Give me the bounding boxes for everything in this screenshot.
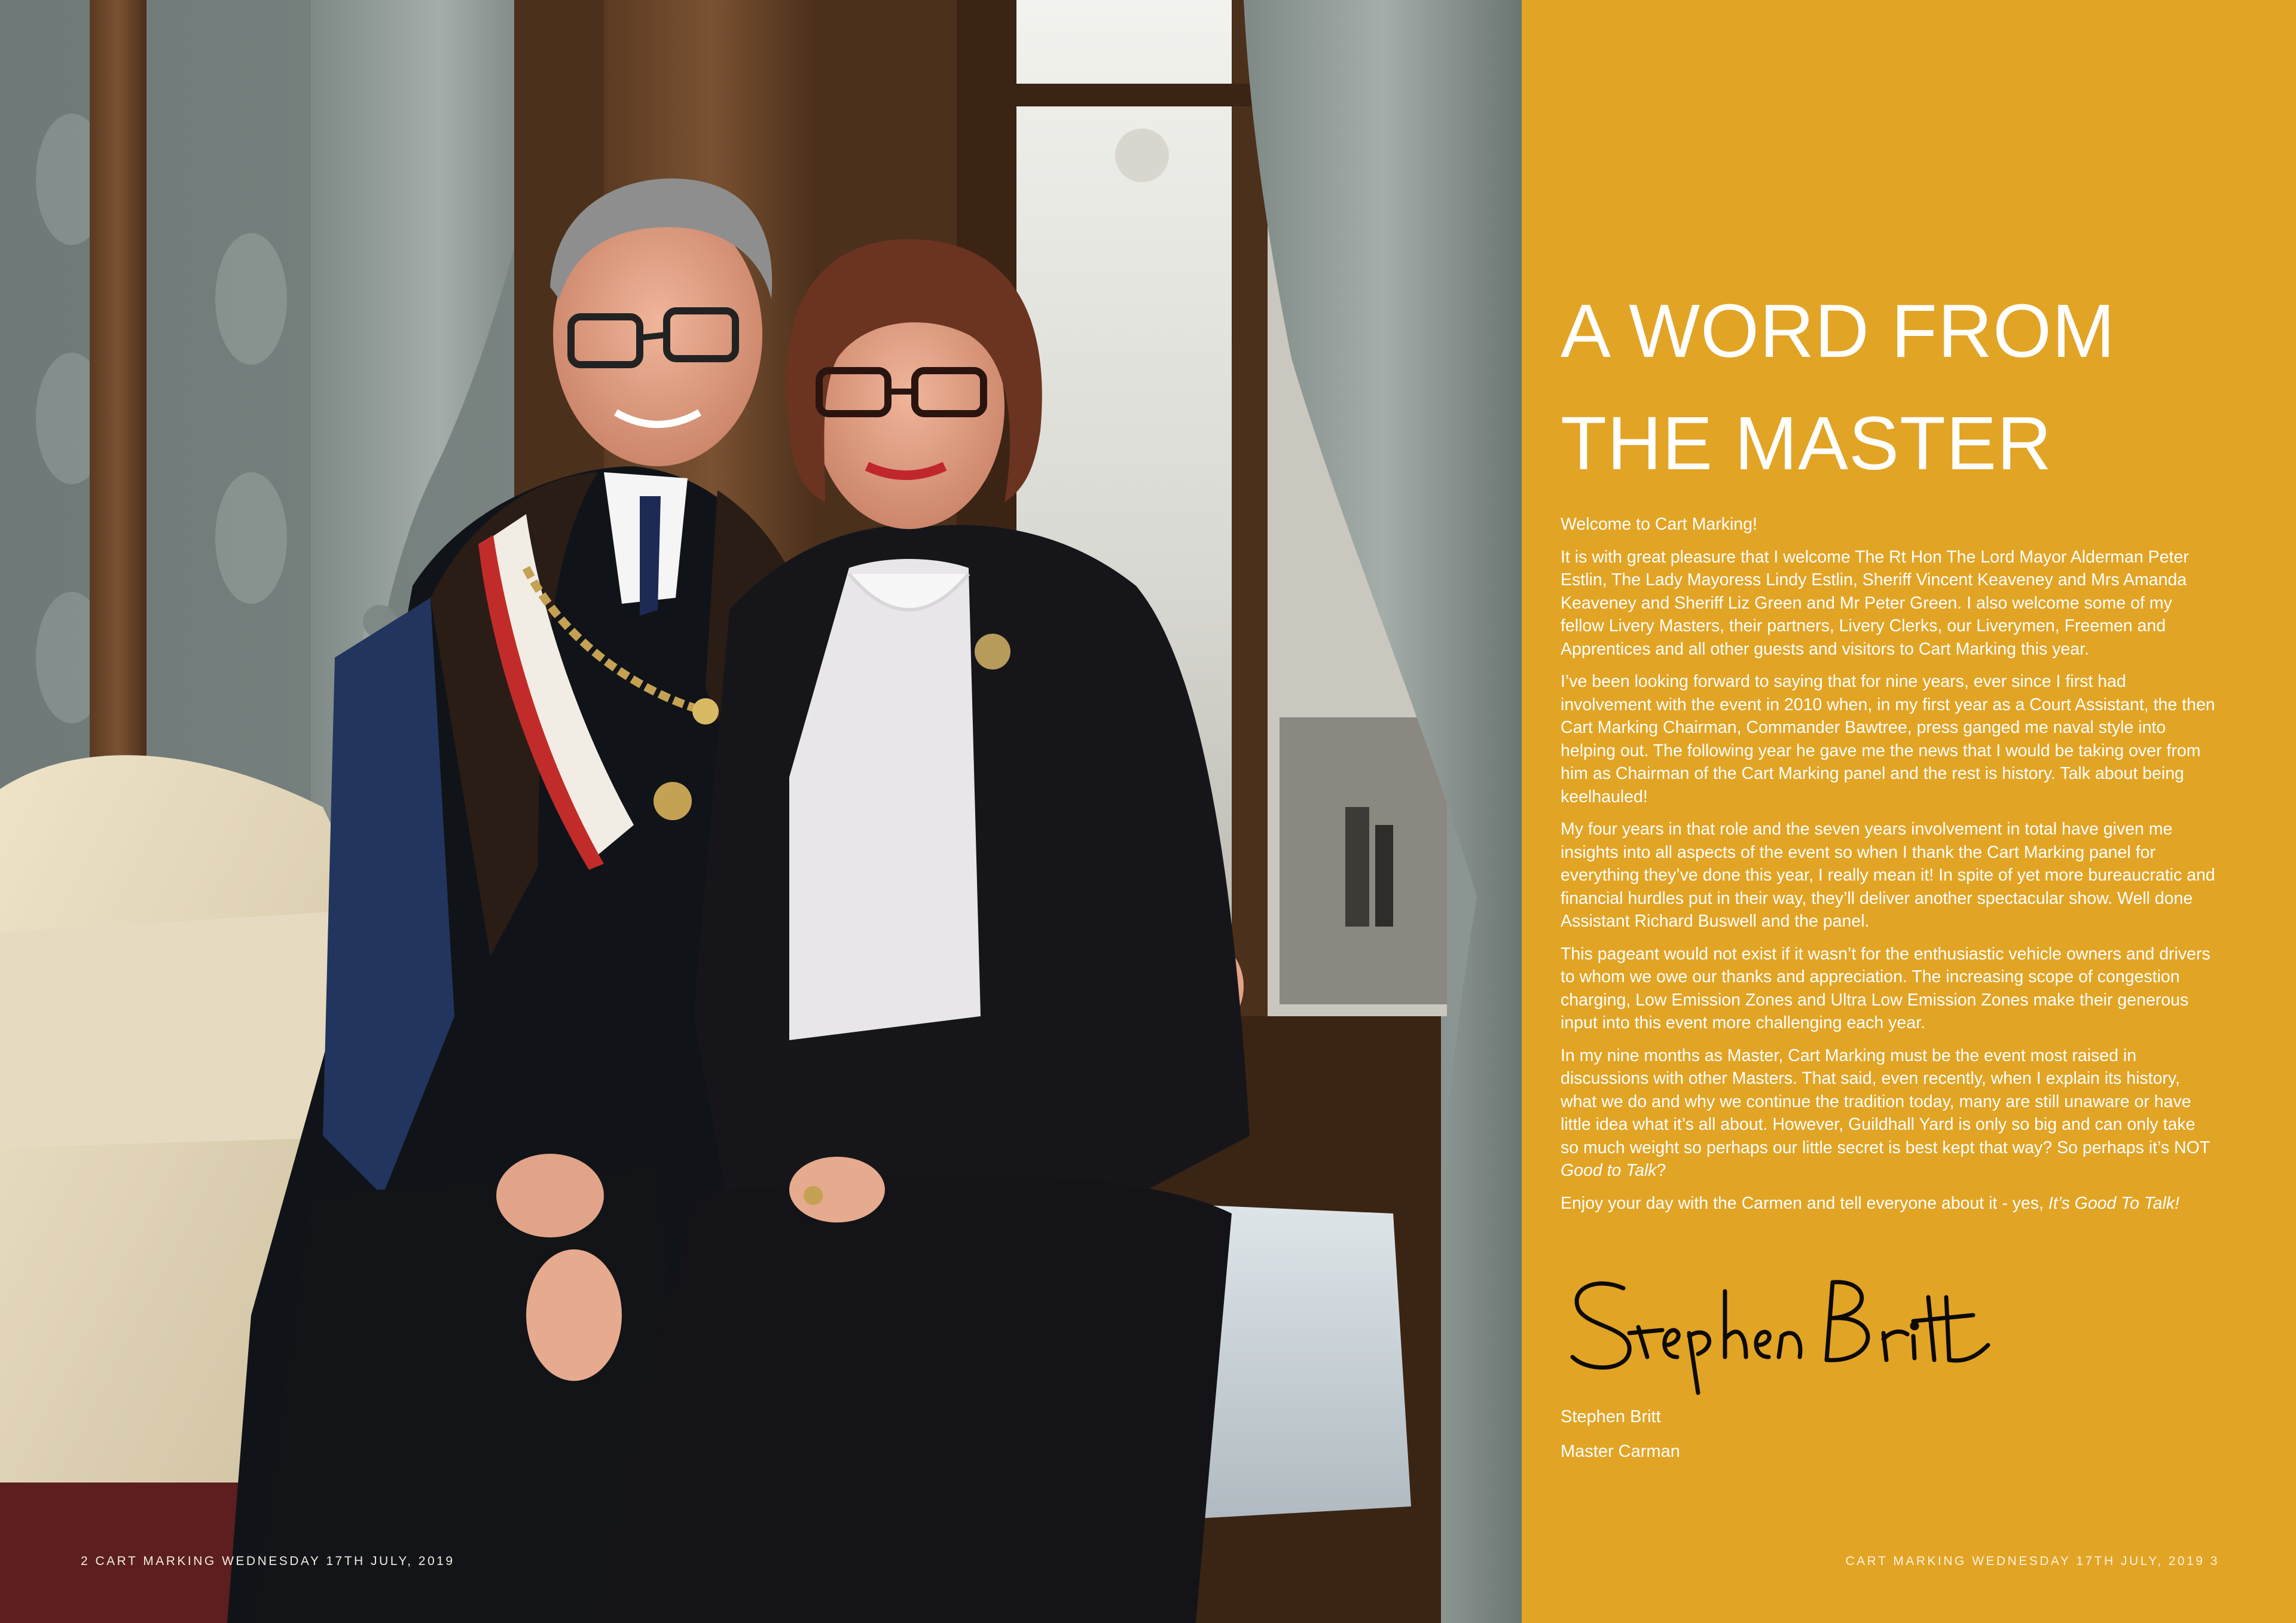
paragraph-thanks-owners: This pageant would not exist if it wasn’t for the enthusiastic vehicle owners and drivers to whom we owe our thanks and appreciation. The increasing scope of congestion charging, Low Emission Zones and Ultra Low Emission Zones make their generous input into this event more challenging each year. xyxy=(1561,944,2210,1032)
paragraph-thanks-panel: My four years in that role and the seven years involvement in total have given me insights into all aspects of the event so when I thank the Cart Marking panel for everything they’ve done this year, I really mean it! In spite of yet more bureaucratic and financial hurdles put in their way, they’ll deliver another spectacular show. Well done Assistant Richard Buswell and the panel. xyxy=(1561,820,2215,931)
paragraph-master-year-text: In my nine months as Master, Cart Marking must be the event most raised in discussions with other Masters. That said, even recently, when I explain its history, what we do and why we continue the tradition today, many are still unaware or have little idea what it’s all about. However, Guildhall Yard is only so big and can only take so much weight so perhaps our little secret is best kept that way? So perhaps it’s NOT xyxy=(1561,1046,2210,1157)
paragraph-guests: It is with great pleasure that I welcome The Rt Hon The Lord Mayor Alderman Peter Estlin, The Lady Mayoress Lindy Estlin, Sheriff Vincent Keaveney and Mrs Amanda Keaveney and Sheriff Liz Green and Mr Peter Green. I also welcome some of my fellow Livery Masters, their partners, Livery Clerks, our Liverymen, Freemen and Apprentices and all other guests and visitors to Cart Marking this year. xyxy=(1561,547,2189,659)
paragraph-history: I’ve been looking forward to saying that for nine years, ever since I first had involvement with the event in 2010 when, in my first year as a Court Assistant, the then Cart Marking Chairman, Commander Bawtree, press ganged me naval style into helping out. The following year he gave me the news that I would be taking over from him as Chairman of the Cart Marking panel and the rest is history. Talk about being keelhauled! xyxy=(1561,672,2215,806)
handwritten-signature xyxy=(1561,1255,1991,1399)
article-body xyxy=(1561,513,2215,1224)
left-page-footer: 2 CART MARKING WEDNESDAY 17TH JULY, 2019 xyxy=(81,1554,455,1568)
right-page-footer: CART MARKING WEDNESDAY 17TH JULY, 2019 3 xyxy=(1845,1554,2219,1568)
paragraph-closing xyxy=(1561,1192,2215,1215)
page-title xyxy=(1561,275,2248,500)
paragraph-master-year-end: ? xyxy=(1656,1161,1666,1180)
signatory-role: Master Carman xyxy=(1561,1442,1680,1461)
paragraph-welcome: Welcome to Cart Marking! xyxy=(1561,515,1757,534)
paragraph-master-year xyxy=(1561,1044,2215,1182)
its-good-to-talk-italic: It’s Good To Talk! xyxy=(2048,1193,2180,1213)
good-to-talk-italic: Good to Talk xyxy=(1561,1161,1657,1180)
paragraph-closing-text: Enjoy your day with the Carmen and tell everyone about it - yes, xyxy=(1561,1193,2048,1213)
title-line-1: A WORD FROM xyxy=(1561,289,2115,373)
signatory-name: Stephen Britt xyxy=(1561,1407,1661,1426)
title-line-2: THE MASTER xyxy=(1561,401,2053,485)
